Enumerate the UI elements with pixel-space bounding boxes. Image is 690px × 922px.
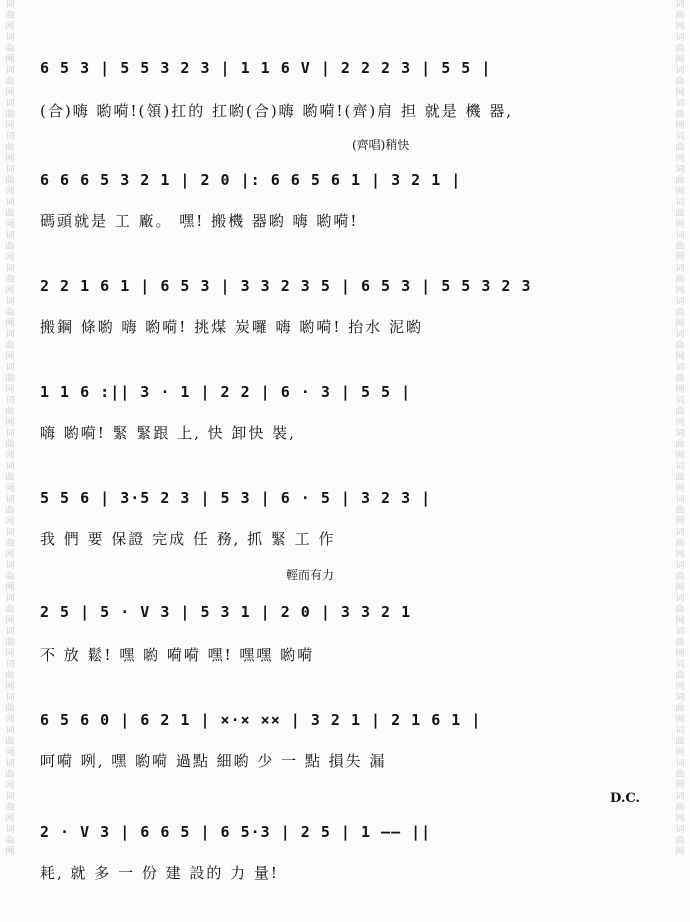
expression-mark: 輕而有力 — [286, 568, 335, 582]
notation-line-4: 1 1 6 :|| 3 · 1 | 2 2 | 6 · 3 | 5 5 | — [40, 383, 412, 401]
lyrics-line-4: 嗨 喲嗬! 緊 緊跟 上, 快 卸快 裝, — [40, 424, 296, 442]
notation-line-3: 2 2 1 6 1 | 6 5 3 | 3 3 2 3 5 | 6 5 3 | 5 5 3 2 3 — [40, 277, 532, 295]
notation-line-5: 5 5 6 | 3·5 2 3 | 5 3 | 6 · 5 | 3 2 3 | — [40, 489, 432, 507]
notation-line-2: 6 6 6 5 3 2 1 | 2 0 |: 6 6 5 6 1 | 3 2 1 | — [40, 171, 462, 189]
notation-line-7: 6 5 6 0 | 6 2 1 | ×·× ×× | 3 2 1 | 2 1 6 1 | — [40, 711, 482, 729]
lyrics-line-2: 碼頭就是 工 廠。 嘿! 搬機 器喲 嗨 喲嗬! — [40, 212, 359, 230]
lyrics-line-6: 不 放 鬆! 嘿 喲 嗬嗬 嘿! 嘿嘿 喲嗬 — [40, 646, 315, 664]
notation-line-8: 2 · V 3 | 6 6 5 | 6 5·3 | 2 5 | 1 —— || — [40, 823, 432, 841]
lyrics-line-5: 我 們 要 保證 完成 任 務, 抓 緊 工 作 — [40, 530, 336, 548]
score-sheet — [40, 0, 640, 922]
lyrics-line-8: 耗, 就 多 一 份 建 設的 力 量! — [40, 864, 279, 882]
lyrics-line-3: 搬鋼 條喲 嗨 喲嗬! 挑煤 炭囉 嗨 喲嗬! 抬水 泥喲 — [40, 318, 423, 336]
watermark-right: 词曲网 词曲网 词曲网 词曲网 词曲网 词曲网 词曲网 词曲网 词曲网 词曲网 词曲网 词曲网 词曲网 词曲网 词曲网 词曲网 词曲网 词曲网 词曲网 词曲网 词曲网 词曲网 词曲网 词曲网 词曲网 词曲网 — [675, 0, 685, 857]
tempo-mark-1: (齊唱)稍快 — [352, 138, 410, 152]
lyrics-line-7: 呵嗬 咧, 嘿 喲嗬 過點 細喲 少 一 點 損失 漏 — [40, 752, 387, 770]
watermark-left: 词曲网 词曲网 词曲网 词曲网 词曲网 词曲网 词曲网 词曲网 词曲网 词曲网 词曲网 词曲网 词曲网 词曲网 词曲网 词曲网 词曲网 词曲网 词曲网 词曲网 词曲网 词曲网 词曲网 词曲网 词曲网 词曲网 — [5, 0, 15, 857]
notation-line-1: 6 5 3 | 5 5 3 2 3 | 1 1 6 V | 2 2 2 3 | 5 5 | — [40, 59, 492, 77]
lyrics-line-1: (合)嗨 喲嗬!(領)扛的 扛喲(合)嗨 喲嗬!(齊)肩 担 就是 機 器, — [40, 102, 514, 120]
notation-line-6: 2 5 | 5 · V 3 | 5 3 1 | 2 0 | 3 3 2 1 — [40, 603, 412, 621]
da-capo-mark: D.C. — [610, 791, 640, 806]
